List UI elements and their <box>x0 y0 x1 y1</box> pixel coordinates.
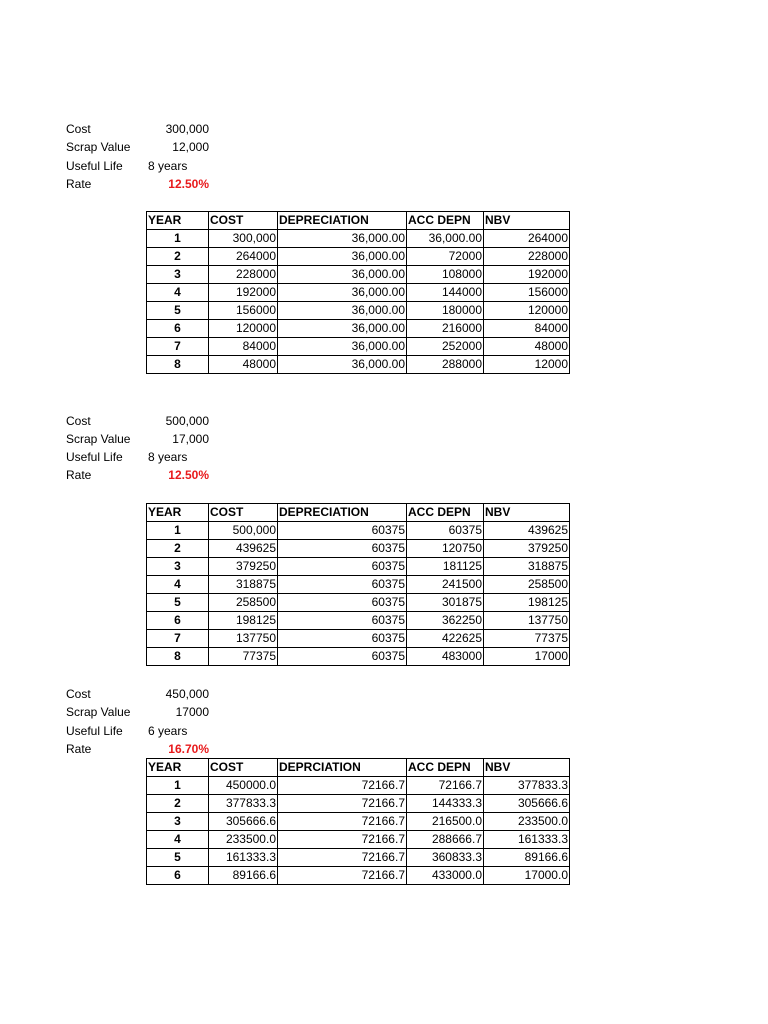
table-row <box>147 813 570 831</box>
cost-label: Cost <box>66 122 91 136</box>
depreciation-cell: 36,000.00 <box>278 302 407 320</box>
acc-depn-cell: 60375 <box>407 522 484 540</box>
depreciation-cell: 60375 <box>278 612 407 630</box>
table-row <box>147 795 570 813</box>
nbv-cell: 12000 <box>484 356 570 374</box>
cost-cell: 500,000 <box>209 522 278 540</box>
cost-label: Cost <box>66 687 91 701</box>
table-row <box>147 831 570 849</box>
header-cost: COST <box>209 212 278 230</box>
acc-depn-cell: 362250 <box>407 612 484 630</box>
nbv-cell: 161333.3 <box>484 831 570 849</box>
cost-cell: 305666.6 <box>209 813 278 831</box>
cost-cell: 233500.0 <box>209 831 278 849</box>
year-cell: 1 <box>147 230 209 248</box>
year-cell: 2 <box>147 540 209 558</box>
nbv-cell: 379250 <box>484 540 570 558</box>
year-cell: 6 <box>147 867 209 885</box>
scrap-value-label: Scrap Value <box>66 140 131 154</box>
cost-cell: 258500 <box>209 594 278 612</box>
acc-depn-cell: 252000 <box>407 338 484 356</box>
year-cell: 7 <box>147 630 209 648</box>
nbv-cell: 264000 <box>484 230 570 248</box>
cost-cell: 48000 <box>209 356 278 374</box>
header-year: YEAR <box>147 212 209 230</box>
table-row <box>147 356 570 374</box>
acc-depn-cell: 288666.7 <box>407 831 484 849</box>
year-cell: 2 <box>147 795 209 813</box>
cost-cell: 264000 <box>209 248 278 266</box>
depreciation-table <box>146 503 570 666</box>
useful-life-value: 8 years <box>148 159 188 173</box>
acc-depn-cell: 483000 <box>407 648 484 666</box>
year-cell: 8 <box>147 648 209 666</box>
table-row <box>147 540 570 558</box>
depreciation-cell: 60375 <box>278 576 407 594</box>
nbv-cell: 377833.3 <box>484 777 570 795</box>
acc-depn-cell: 144333.3 <box>407 795 484 813</box>
year-cell: 3 <box>147 266 209 284</box>
year-cell: 5 <box>147 302 209 320</box>
year-cell: 4 <box>147 576 209 594</box>
nbv-cell: 228000 <box>484 248 570 266</box>
table-row <box>147 338 570 356</box>
nbv-cell: 17000 <box>484 648 570 666</box>
table-row <box>147 522 570 540</box>
cost-label: Cost <box>66 414 91 428</box>
depreciation-cell: 60375 <box>278 558 407 576</box>
table-header-row <box>147 759 570 777</box>
acc-depn-cell: 241500 <box>407 576 484 594</box>
header-depreciation: DEPRCIATION <box>278 759 407 777</box>
depreciation-cell: 36,000.00 <box>278 320 407 338</box>
depreciation-cell: 72166.7 <box>278 813 407 831</box>
nbv-cell: 258500 <box>484 576 570 594</box>
depreciation-table <box>146 758 570 885</box>
header-depreciation: DEPRECIATION <box>278 504 407 522</box>
nbv-cell: 89166.6 <box>484 849 570 867</box>
table-row <box>147 648 570 666</box>
year-cell: 6 <box>147 612 209 630</box>
depreciation-cell: 36,000.00 <box>278 248 407 266</box>
useful-life-label: Useful Life <box>66 159 123 173</box>
scrap-value: 17000 <box>175 705 209 719</box>
acc-depn-cell: 181125 <box>407 558 484 576</box>
scrap-value: 17,000 <box>172 432 209 446</box>
table-row <box>147 777 570 795</box>
cost-cell: 198125 <box>209 612 278 630</box>
year-cell: 8 <box>147 356 209 374</box>
rate-label: Rate <box>66 742 92 756</box>
rate-label: Rate <box>66 468 92 482</box>
acc-depn-cell: 288000 <box>407 356 484 374</box>
year-cell: 6 <box>147 320 209 338</box>
year-cell: 5 <box>147 849 209 867</box>
year-cell: 4 <box>147 831 209 849</box>
year-cell: 1 <box>147 522 209 540</box>
nbv-cell: 48000 <box>484 338 570 356</box>
cost-value: 300,000 <box>165 122 209 136</box>
rate-value: 16.70% <box>168 742 209 756</box>
depreciation-cell: 60375 <box>278 540 407 558</box>
table-row <box>147 612 570 630</box>
depreciation-cell: 72166.7 <box>278 849 407 867</box>
cost-cell: 439625 <box>209 540 278 558</box>
cost-cell: 228000 <box>209 266 278 284</box>
depreciation-cell: 60375 <box>278 630 407 648</box>
useful-life-value: 6 years <box>148 724 188 738</box>
header-acc-depn: ACC DEPN <box>407 759 484 777</box>
acc-depn-cell: 108000 <box>407 266 484 284</box>
nbv-cell: 192000 <box>484 266 570 284</box>
nbv-cell: 17000.0 <box>484 867 570 885</box>
depreciation-cell: 72166.7 <box>278 831 407 849</box>
depreciation-cell: 72166.7 <box>278 777 407 795</box>
year-cell: 5 <box>147 594 209 612</box>
depreciation-cell: 72166.7 <box>278 795 407 813</box>
cost-cell: 137750 <box>209 630 278 648</box>
header-year: YEAR <box>147 759 209 777</box>
cost-cell: 89166.6 <box>209 867 278 885</box>
cost-cell: 318875 <box>209 576 278 594</box>
cost-cell: 84000 <box>209 338 278 356</box>
year-cell: 7 <box>147 338 209 356</box>
nbv-cell: 84000 <box>484 320 570 338</box>
acc-depn-cell: 216500.0 <box>407 813 484 831</box>
table-row <box>147 849 570 867</box>
table-row <box>147 284 570 302</box>
cost-cell: 300,000 <box>209 230 278 248</box>
nbv-cell: 439625 <box>484 522 570 540</box>
year-cell: 3 <box>147 813 209 831</box>
cost-cell: 450000.0 <box>209 777 278 795</box>
year-cell: 2 <box>147 248 209 266</box>
header-cost: COST <box>209 504 278 522</box>
depreciation-cell: 60375 <box>278 522 407 540</box>
nbv-cell: 156000 <box>484 284 570 302</box>
header-nbv: NBV <box>484 759 570 777</box>
table-row <box>147 248 570 266</box>
acc-depn-cell: 216000 <box>407 320 484 338</box>
useful-life-value: 8 years <box>148 450 188 464</box>
acc-depn-cell: 36,000.00 <box>407 230 484 248</box>
header-depreciation: DEPRECIATION <box>278 212 407 230</box>
table-row <box>147 302 570 320</box>
depreciation-cell: 60375 <box>278 648 407 666</box>
table-row <box>147 320 570 338</box>
depreciation-cell: 36,000.00 <box>278 230 407 248</box>
nbv-cell: 198125 <box>484 594 570 612</box>
scrap-value-label: Scrap Value <box>66 432 131 446</box>
nbv-cell: 318875 <box>484 558 570 576</box>
nbv-cell: 305666.6 <box>484 795 570 813</box>
cost-cell: 379250 <box>209 558 278 576</box>
acc-depn-cell: 301875 <box>407 594 484 612</box>
table-row <box>147 594 570 612</box>
useful-life-label: Useful Life <box>66 450 123 464</box>
header-acc-depn: ACC DEPN <box>407 504 484 522</box>
table-row <box>147 576 570 594</box>
year-cell: 4 <box>147 284 209 302</box>
depreciation-cell: 36,000.00 <box>278 338 407 356</box>
nbv-cell: 120000 <box>484 302 570 320</box>
scrap-value: 12,000 <box>172 140 209 154</box>
table-row <box>147 266 570 284</box>
table-header-row <box>147 212 570 230</box>
acc-depn-cell: 180000 <box>407 302 484 320</box>
cost-cell: 120000 <box>209 320 278 338</box>
year-cell: 1 <box>147 777 209 795</box>
acc-depn-cell: 144000 <box>407 284 484 302</box>
nbv-cell: 77375 <box>484 630 570 648</box>
year-cell: 3 <box>147 558 209 576</box>
header-nbv: NBV <box>484 504 570 522</box>
table-row <box>147 630 570 648</box>
depreciation-cell: 36,000.00 <box>278 266 407 284</box>
header-acc-depn: ACC DEPN <box>407 212 484 230</box>
depreciation-table <box>146 211 570 374</box>
depreciation-cell: 72166.7 <box>278 867 407 885</box>
cost-cell: 161333.3 <box>209 849 278 867</box>
scrap-value-label: Scrap Value <box>66 705 131 719</box>
cost-cell: 192000 <box>209 284 278 302</box>
table-row <box>147 867 570 885</box>
cost-cell: 156000 <box>209 302 278 320</box>
table-header-row <box>147 504 570 522</box>
acc-depn-cell: 433000.0 <box>407 867 484 885</box>
depreciation-cell: 36,000.00 <box>278 356 407 374</box>
nbv-cell: 233500.0 <box>484 813 570 831</box>
table-row <box>147 558 570 576</box>
depreciation-cell: 60375 <box>278 594 407 612</box>
acc-depn-cell: 72000 <box>407 248 484 266</box>
acc-depn-cell: 360833.3 <box>407 849 484 867</box>
acc-depn-cell: 72166.7 <box>407 777 484 795</box>
depreciation-cell: 36,000.00 <box>278 284 407 302</box>
cost-value: 450,000 <box>165 687 209 701</box>
acc-depn-cell: 422625 <box>407 630 484 648</box>
cost-value: 500,000 <box>165 414 209 428</box>
rate-value: 12.50% <box>168 177 209 191</box>
acc-depn-cell: 120750 <box>407 540 484 558</box>
header-nbv: NBV <box>484 212 570 230</box>
cost-cell: 377833.3 <box>209 795 278 813</box>
nbv-cell: 137750 <box>484 612 570 630</box>
rate-label: Rate <box>66 177 92 191</box>
cost-cell: 77375 <box>209 648 278 666</box>
table-row <box>147 230 570 248</box>
header-cost: COST <box>209 759 278 777</box>
useful-life-label: Useful Life <box>66 724 123 738</box>
header-year: YEAR <box>147 504 209 522</box>
rate-value: 12.50% <box>168 468 209 482</box>
